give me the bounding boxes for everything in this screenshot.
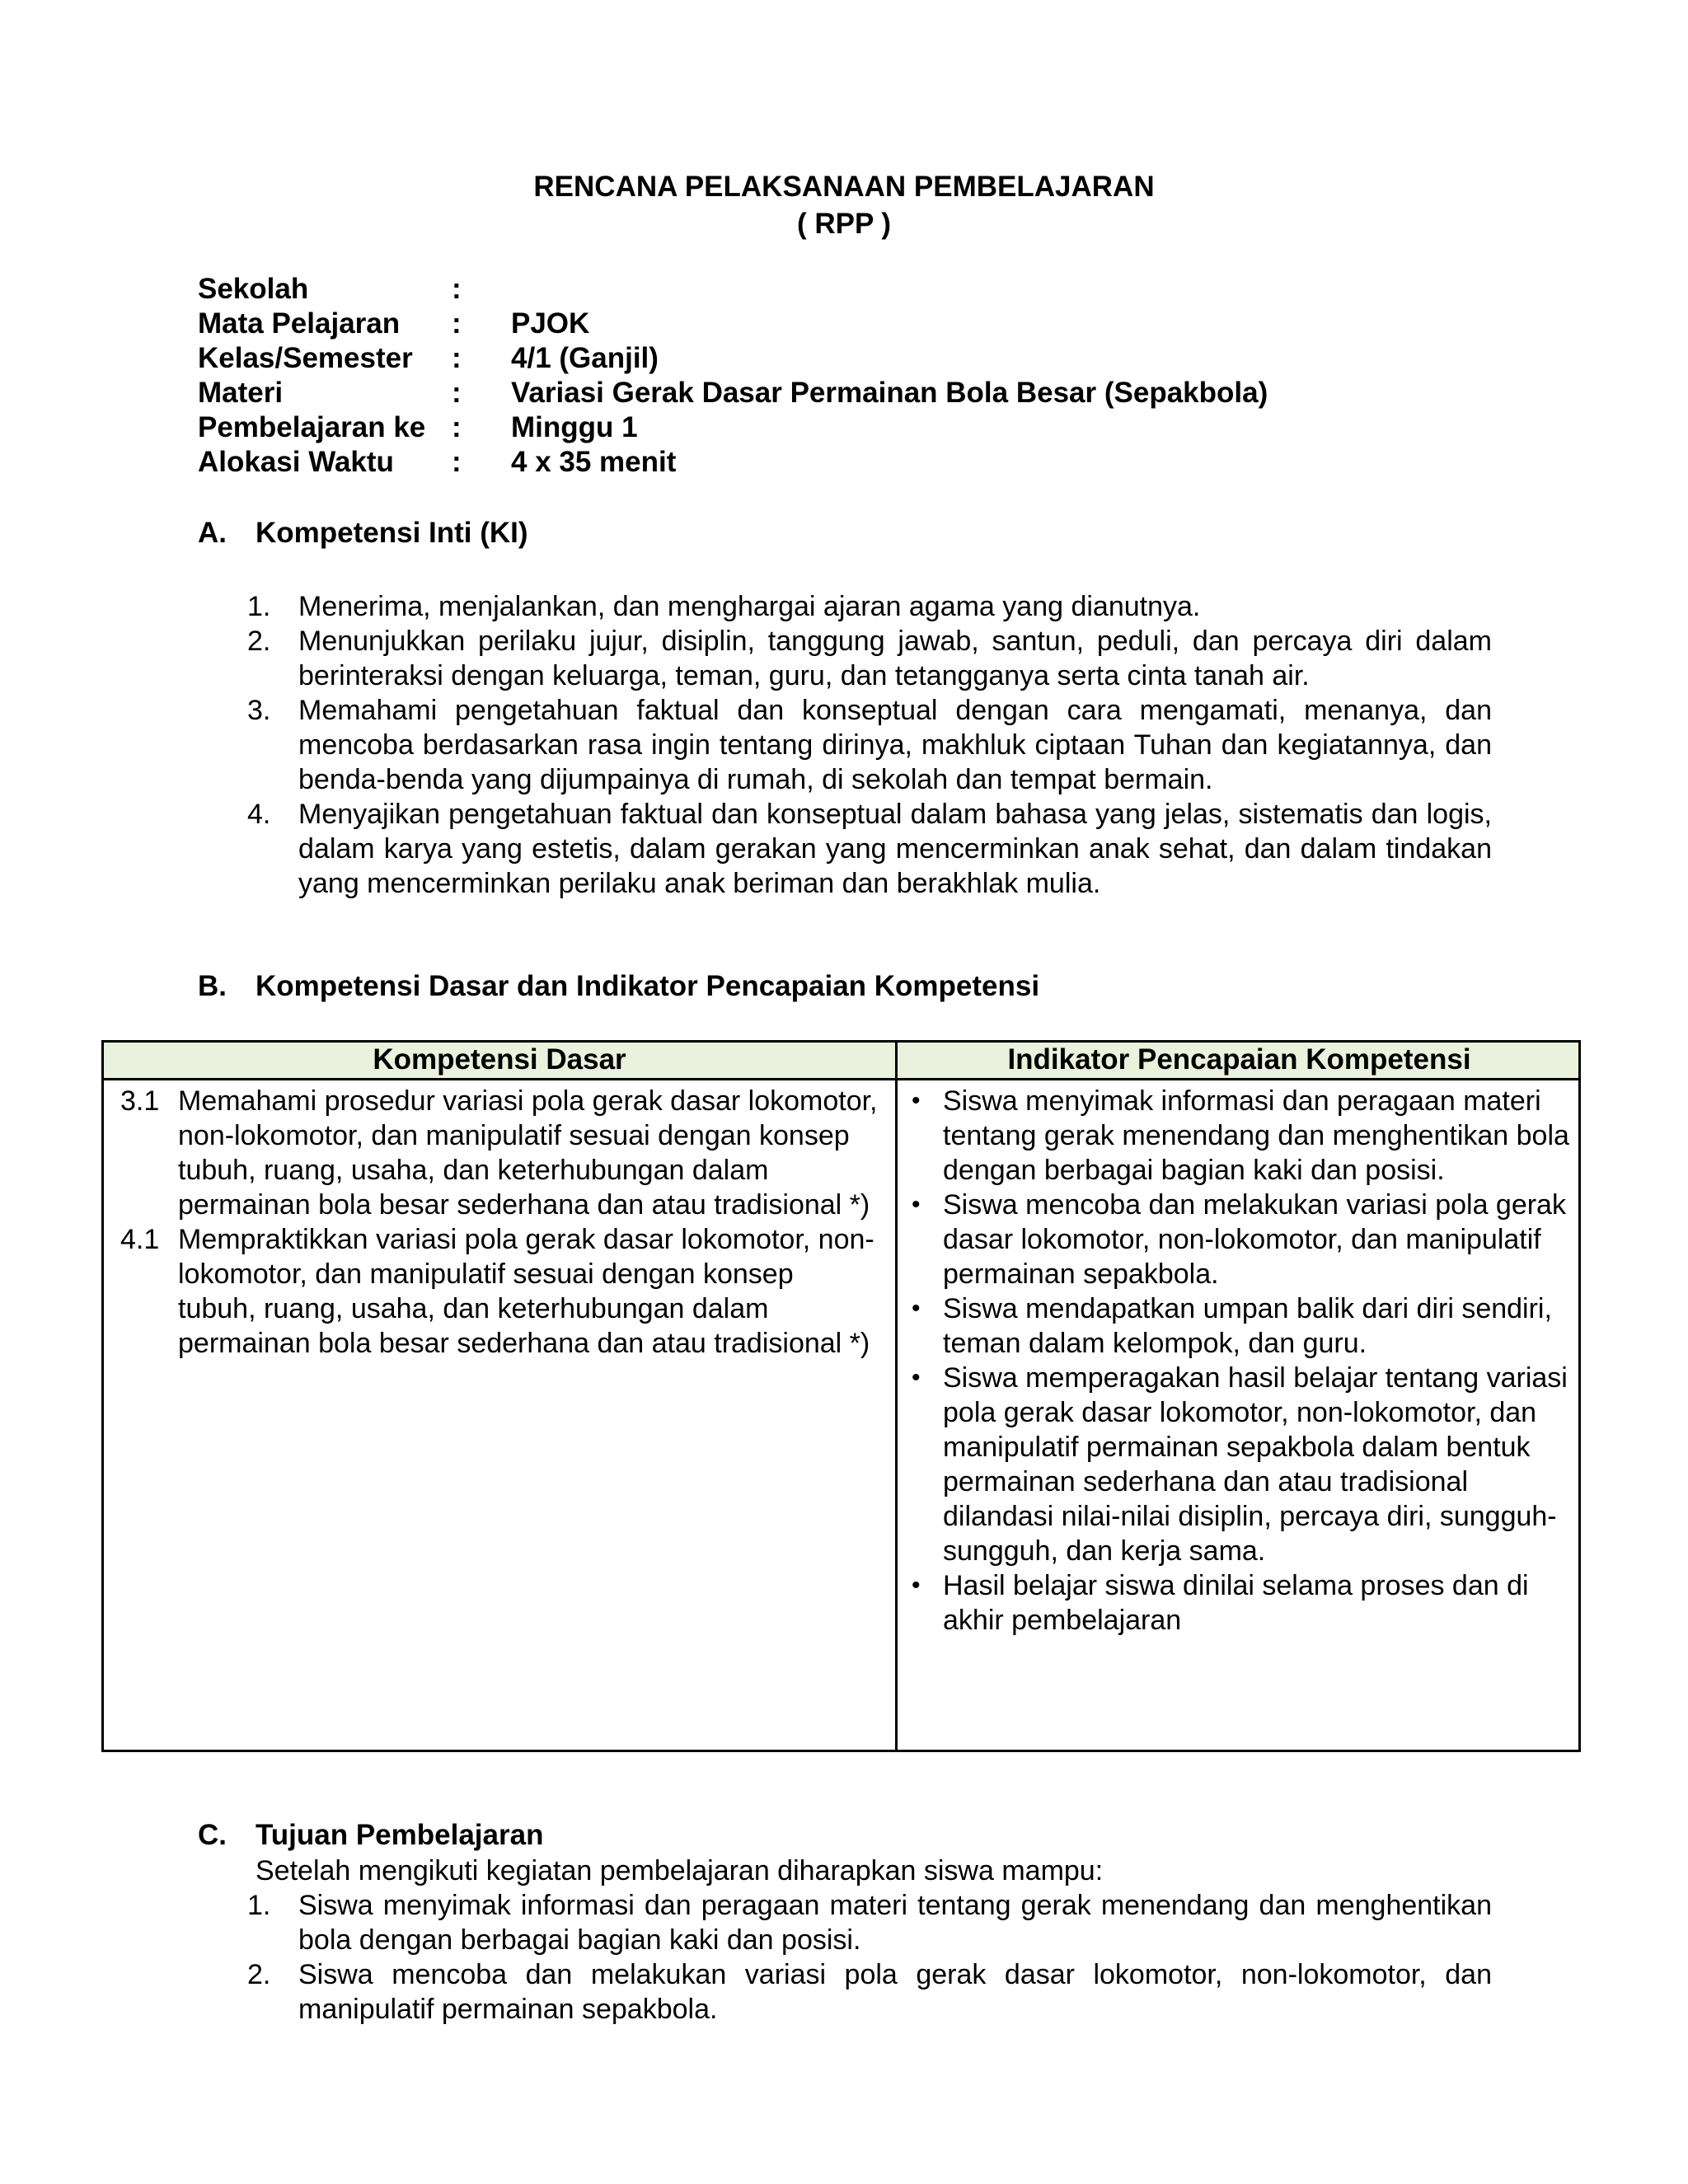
list-item [247, 1957, 1492, 2027]
indikator-cell [910, 1084, 1569, 1638]
list-item [247, 624, 1492, 693]
kd-number: 3.1 [120, 1085, 160, 1117]
bullet-icon: • [912, 1191, 921, 1218]
bullet-icon: • [912, 1364, 921, 1391]
info-colon: : [452, 446, 462, 478]
indicator-text: Siswa mendapatkan umpan balik dari diri sendiri, teman dalam kelompok, dan guru. [943, 1293, 1552, 1359]
kompetensi-table [101, 1040, 1581, 1752]
list-number: 2. [247, 626, 271, 657]
info-colon: : [452, 307, 462, 340]
table-header-cell: Indikator Pencapaian Kompetensi [1007, 1043, 1471, 1076]
indicator-text: Hasil belajar siswa dinilai selama proses dan di akhir pembelajaran [943, 1570, 1529, 1636]
info-value: 4 x 35 menit [511, 446, 677, 478]
section-letter: B. [198, 970, 227, 1002]
indicator-text: Siswa memperagakan hasil belajar tentang variasi pola gerak dasar lokomotor, non-lokomotor, dan manipulatif permainan sepakbola dalam bentuk permainan sederhana dan atau tradisional dilandasi nilai-nilai disiplin, percaya diri, sungguh-sungguh, dan kerja sama. [943, 1362, 1568, 1567]
list-item [247, 589, 1492, 624]
list-item [247, 797, 1492, 901]
list-text: Menunjukkan perilaku jujur, disiplin, tanggung jawab, santun, peduli, dan percaya diri dalam berinteraksi dengan keluarga, teman, guru, dan tetangganya serta cinta tanah air. [298, 626, 1492, 691]
section-letter: A. [198, 517, 227, 549]
list-text: Menyajikan pengetahuan faktual dan konseptual dalam bahasa yang jelas, sistematis dan logis, dalam karya yang estetis, dalam gerakan yang mencerminkan anak sehat, dan dalam tindakan yang mencerminkan perilaku anak beriman dan berakhlak mulia. [298, 799, 1492, 899]
info-colon: : [452, 342, 462, 374]
info-label: Mata Pelajaran [198, 307, 401, 340]
document-subtitle: ( RPP ) [796, 208, 892, 240]
kompetensi-inti-list [247, 589, 1492, 901]
bullet-icon: • [912, 1295, 921, 1322]
section-title: Kompetensi Dasar dan Indikator Pencapaian Kompetensi [256, 970, 1040, 1002]
kd-number: 4.1 [120, 1224, 160, 1255]
kd-item [120, 1084, 879, 1222]
table-header-cell: Kompetensi Dasar [373, 1043, 626, 1076]
list-text: Memahami pengetahuan faktual dan konseptual dengan cara mengamati, menanya, dan mencoba berdasarkan rasa ingin tentang dirinya, makhluk ciptaan Tuhan dan kegiatannya, dan benda-benda yang dijumpainya di rumah, di sekolah dan tempat bermain. [298, 695, 1492, 795]
section-letter: C. [198, 1819, 227, 1851]
list-item [247, 1888, 1492, 1957]
list-item [247, 693, 1492, 797]
tujuan-intro: Setelah mengikuti kegiatan pembelajaran diharapkan siswa mampu: [256, 1855, 1104, 1886]
section-c-heading [198, 1817, 857, 1854]
list-item [910, 1291, 1569, 1361]
bullet-icon: • [912, 1572, 921, 1599]
list-number: 1. [247, 1890, 271, 1921]
info-value: 4/1 (Ganjil) [511, 342, 659, 374]
indicator-text: Siswa mencoba dan melakukan variasi pola gerak dasar lokomotor, non-lokomotor, dan manipulatif permainan sepakbola. [943, 1189, 1566, 1290]
list-item [910, 1084, 1569, 1188]
list-item [910, 1568, 1569, 1638]
kompetensi-dasar-cell [120, 1084, 879, 1361]
kd-item [120, 1222, 879, 1361]
list-text: Siswa menyimak informasi dan peragaan materi tentang gerak menendang dan menghentikan bola dengan berbagai bagian kaki dan posisi. [298, 1890, 1492, 1956]
info-value: Minggu 1 [511, 411, 638, 443]
kd-text: Memahami prosedur variasi pola gerak dasar lokomotor, non-lokomotor, dan manipulatif sesuai dengan konsep tubuh, ruang, usaha, dan keterhubungan dalam permainan bola besar sederhana dan atau tradisional *) [178, 1085, 878, 1221]
section-b-heading [198, 968, 1352, 1005]
section-title: Tujuan Pembelajaran [256, 1819, 544, 1851]
list-number: 1. [247, 591, 271, 622]
info-colon: : [452, 411, 462, 443]
bullet-icon: • [912, 1087, 921, 1114]
info-label: Kelas/Semester [198, 342, 413, 374]
info-label: Sekolah [198, 273, 309, 305]
column-divider [895, 1043, 898, 1750]
info-label: Alokasi Waktu [198, 446, 394, 478]
info-label: Materi [198, 377, 284, 409]
info-label: Pembelajaran ke [198, 411, 426, 443]
list-number: 2. [247, 1959, 271, 1990]
list-text: Siswa mencoba dan melakukan variasi pola gerak dasar lokomotor, non-lokomotor, dan manipulatif permainan sepakbola. [298, 1959, 1492, 2025]
section-a-heading [198, 515, 857, 551]
info-value: PJOK [511, 307, 590, 340]
list-number: 3. [247, 695, 271, 726]
kd-text: Mempraktikkan variasi pola gerak dasar lokomotor, non-lokomotor, dan manipulatif sesuai dengan konsep tubuh, ruang, usaha, dan keterhubungan dalam permainan bola besar sederhana dan atau tradisional *) [178, 1224, 874, 1359]
list-text: Menerima, menjalankan, dan menghargai ajaran agama yang dianutnya. [298, 591, 1201, 622]
list-number: 4. [247, 799, 271, 830]
list-item [910, 1188, 1569, 1291]
section-title: Kompetensi Inti (KI) [256, 517, 528, 549]
info-colon: : [452, 273, 462, 305]
indicator-text: Siswa menyimak informasi dan peragaan materi tentang gerak menendang dan menghentikan bola dengan berbagai bagian kaki dan posisi. [943, 1085, 1569, 1186]
info-colon: : [452, 377, 462, 409]
table-header [104, 1043, 1578, 1080]
list-item [910, 1361, 1569, 1568]
info-value: Variasi Gerak Dasar Permainan Bola Besar (Sepakbola) [511, 377, 1268, 409]
tujuan-list [247, 1888, 1492, 2027]
document-title: RENCANA PELAKSANAAN PEMBELAJARAN [533, 171, 1155, 203]
